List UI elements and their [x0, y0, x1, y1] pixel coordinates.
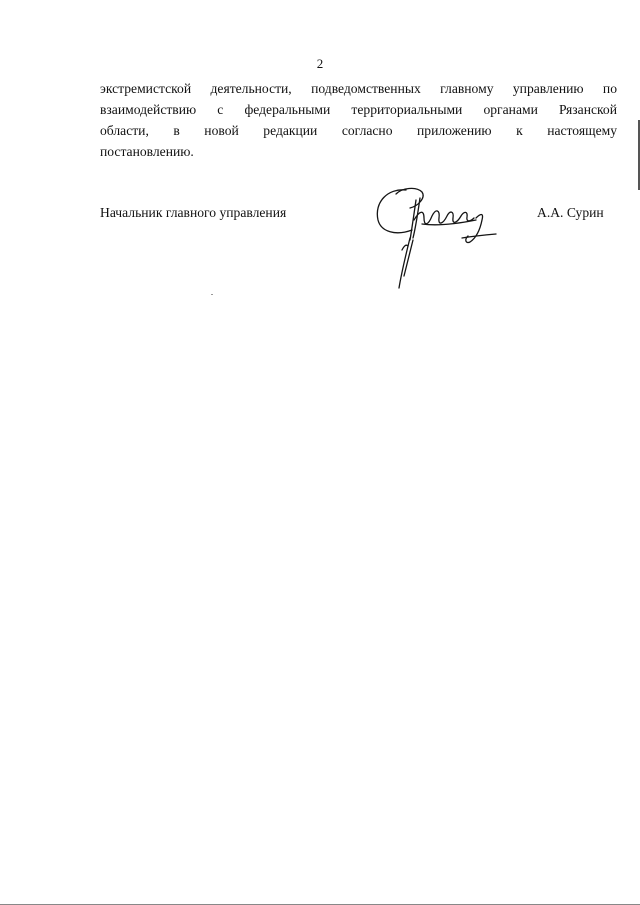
body-paragraph: [100, 78, 617, 162]
position-title: Начальник главного управления: [100, 205, 287, 220]
page-number: 2: [316, 56, 324, 71]
body-line: постановлению.: [100, 144, 194, 159]
body-line: области, в новой редакции согласно приложению к настоящему: [100, 123, 617, 138]
body-line: экстремистской деятельности, подведомственных главному управлению по: [100, 81, 617, 96]
body-line: взаимодействию с федеральными территориальными органами Рязанской: [100, 102, 617, 117]
handwritten-signature: [366, 180, 500, 292]
scan-speck: [211, 294, 213, 295]
signer-name: А.А. Сурин: [537, 205, 604, 220]
